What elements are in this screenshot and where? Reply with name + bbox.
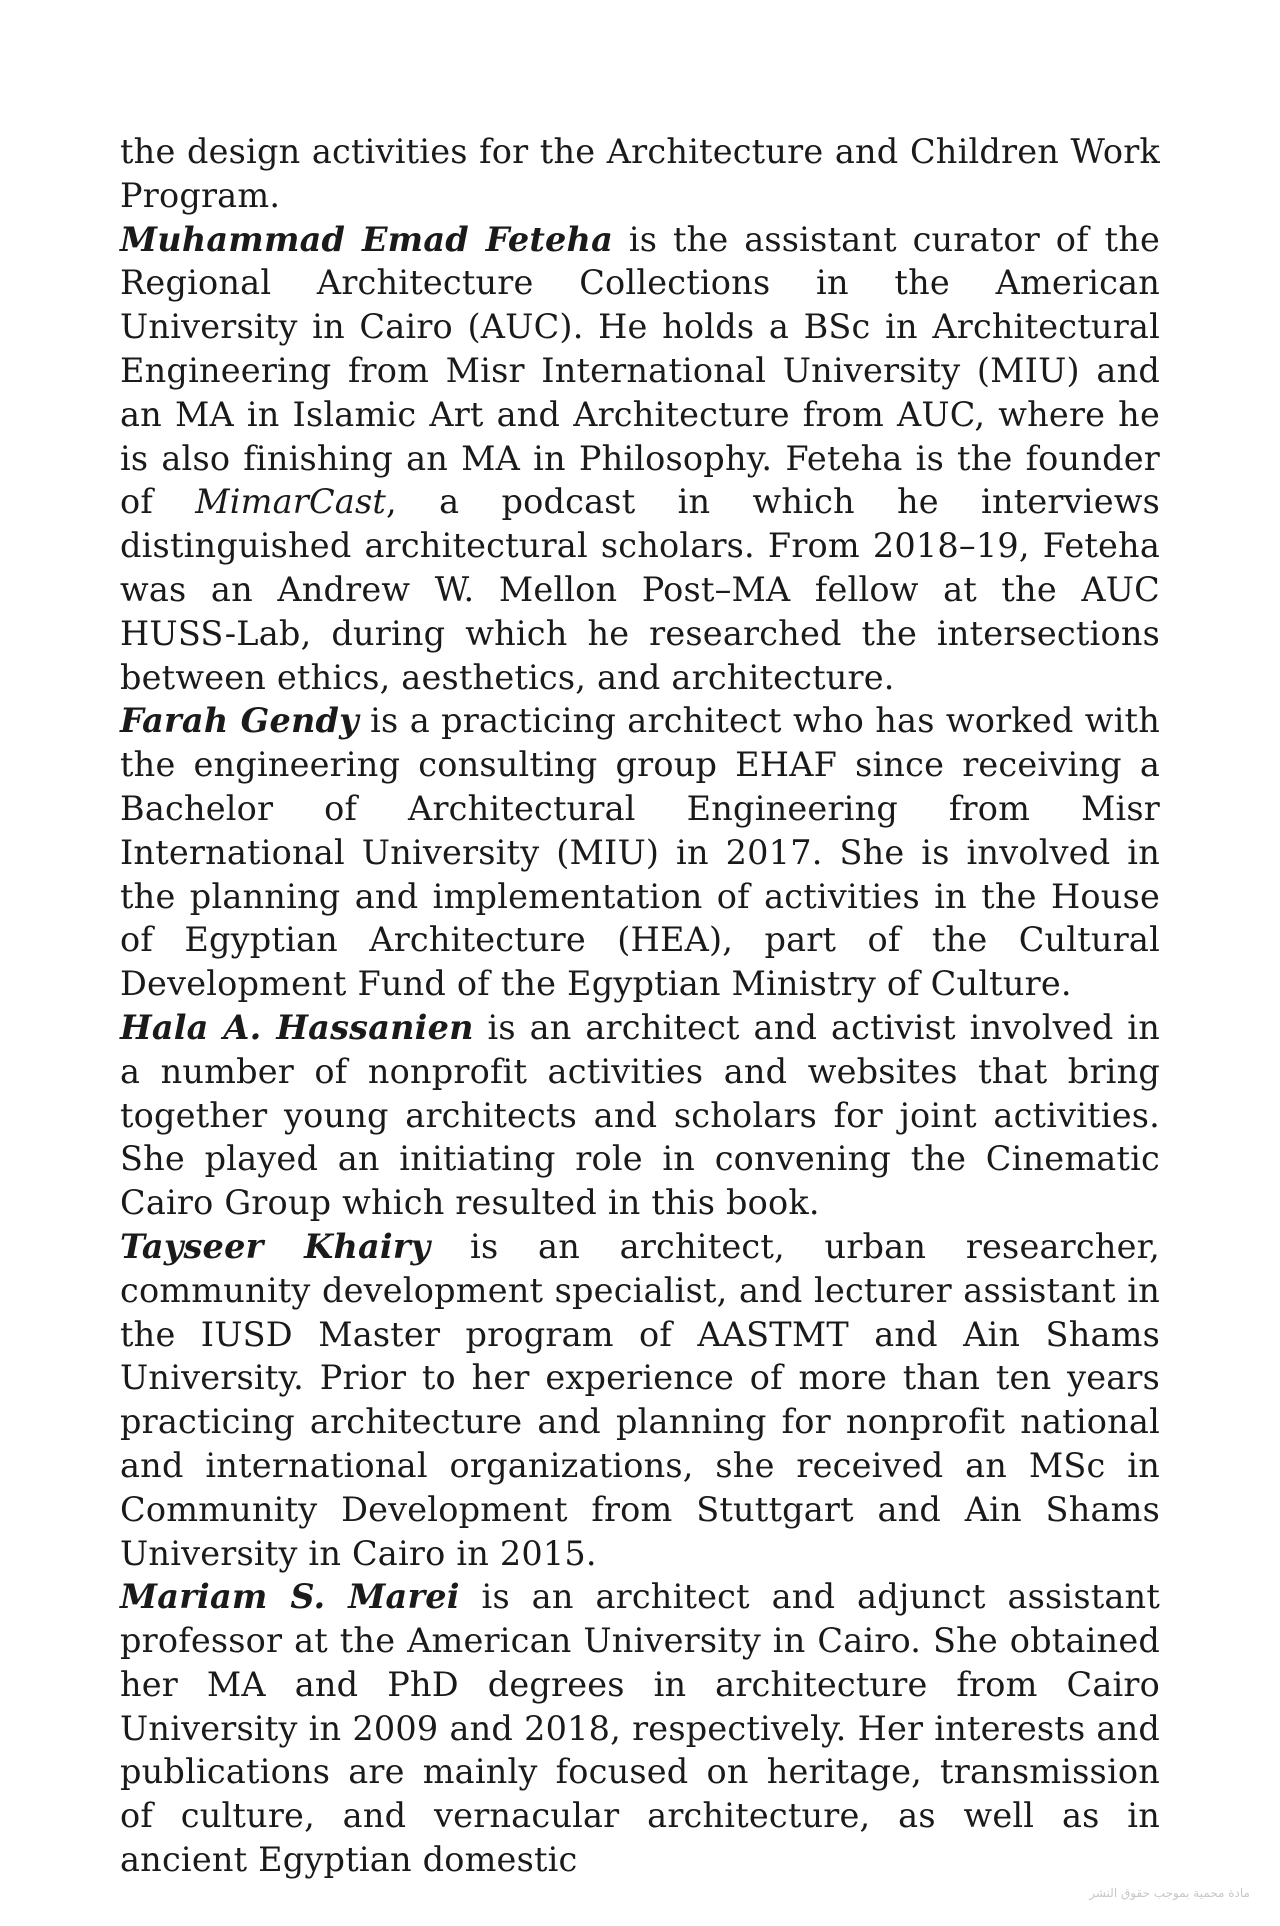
bio-hassanien: [120, 1006, 1160, 1225]
bio-feteha: [120, 218, 1160, 700]
intro-paragraph: [120, 130, 1160, 218]
copyright-watermark: مادة محمية بموجب حقوق النشر: [1089, 1886, 1250, 1900]
bio-name: Farah Gendy: [120, 701, 359, 741]
bio-text: , a podcast in which he interviews distinguished architectural scholars. From 2018–19, Feteha was an Andrew W. Mellon Post–MA fellow at the AUC HUSS-Lab, during which he researched the intersections between ethics, aesthetics, and architecture.: [120, 482, 1160, 697]
bio-name: Hala A. Hassanien: [120, 1007, 474, 1047]
bio-gendy: [120, 699, 1160, 1006]
bio-text: is an architect and adjunct assistant professor at the American University in Cairo. She obtained her MA and PhD degrees in architecture from Cairo University in 2009 and 2018, respectively. Her interests and publications are mainly focused on heritage, transmission of culture, and vernacular architecture, as well as in ancient Egyptian domestic: [120, 1577, 1160, 1880]
intro-text: the design activities for the Architecture and Children Work Program.: [120, 132, 1160, 215]
bio-name: Muhammad Emad Feteha: [120, 219, 614, 259]
bio-name: Mariam S. Marei: [120, 1577, 460, 1617]
bio-text: is an architect and activist involved in a number of nonprofit activities and websites that bring together young architects and scholars for joint activities. She played an initiating role in convening the Cinematic Cairo Group which resulted in this book.: [120, 1007, 1160, 1223]
bio-name: Tayseer Khairy: [120, 1226, 431, 1266]
document-body: [120, 130, 1160, 1882]
bio-marei: [120, 1575, 1160, 1882]
bio-text: is a practicing architect who has worked with the engineering consulting group EHAF since receiving a Bachelor of Architectural Engineering from Misr International University (MIU) in 2017. She is involved in the planning and implementation of activities in the House of Egyptian Architecture (HEA), part of the Cultural Development Fund of the Egyptian Ministry of Culture.: [120, 701, 1160, 1004]
bio-text: is the assistant curator of the Regional Architecture Collections in the American University in Cairo (AUC). He holds a BSc in Architectural Engineering from Misr International University (MIU) and an MA in Islamic Art and Architecture from AUC, where he is also finishing an MA in Philosophy. Feteha is the founder of: [120, 219, 1160, 522]
bio-text: is an architect, urban researcher, community development specialist, and lecturer assistant in the IUSD Master program of AASTMT and Ain Shams University. Prior to her experience of more than ten years practicing architecture and planning for nonprofit national and international organizations, she received an MSc in Community Development from Stuttgart and Ain Shams University in Cairo in 2015.: [120, 1226, 1161, 1573]
podcast-title: MimarCast: [195, 482, 387, 522]
bio-khairy: [120, 1225, 1160, 1575]
